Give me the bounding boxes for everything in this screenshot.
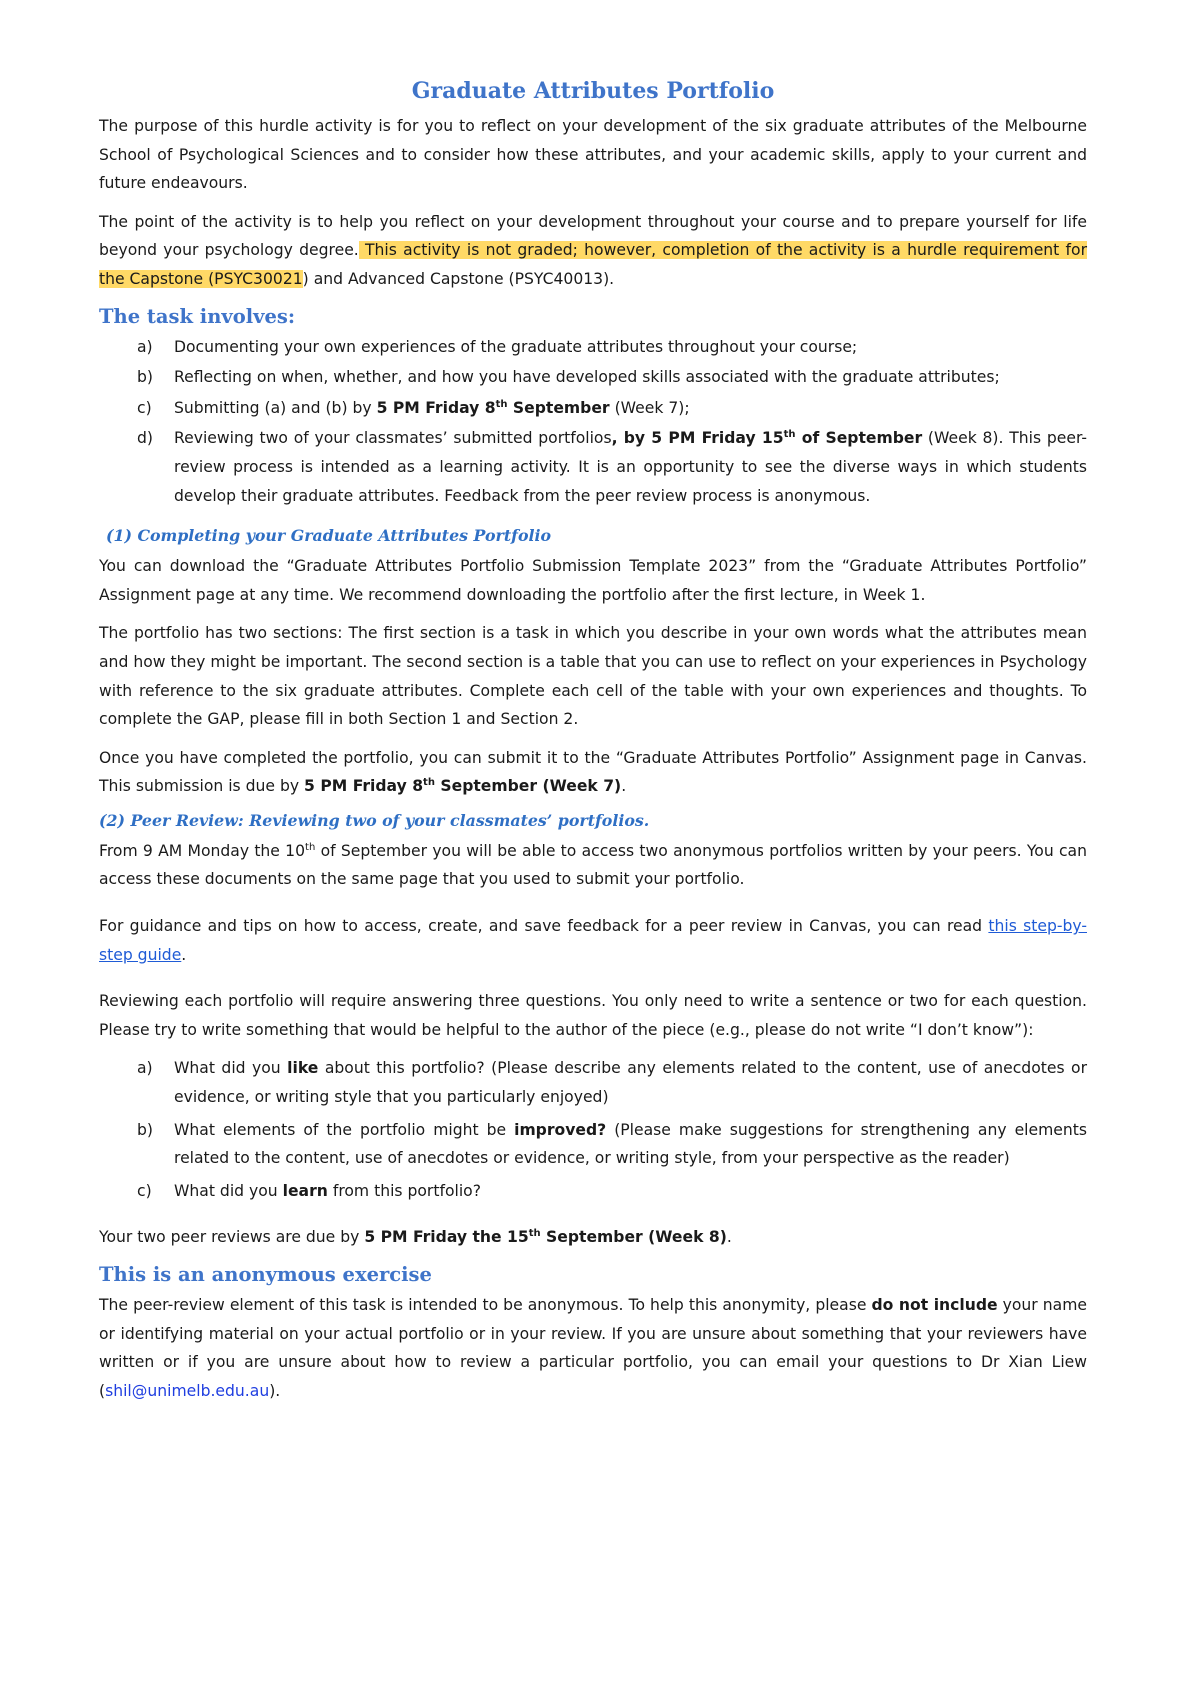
section-2-paragraph-1: [99, 837, 1087, 894]
paragraph-text: For guidance and tips on how to access, create, and save feedback for a peer review in Canvas, you can read: [99, 917, 989, 936]
list-marker: d): [137, 429, 153, 448]
question-tail: about this portfolio? (Please describe any elements related to the content, use of anecdotes or evidence, or writing style that you particularly enjoyed): [174, 1059, 1087, 1107]
list-marker: a): [137, 337, 153, 356]
task-item-tail: (Week 8). This peer-review process is intended as a learning activity. It is an opportunity to see the diverse ways in which students develop their graduate attributes. Feedback from the peer review process is anonymous.: [174, 429, 1087, 505]
task-item-text: Documenting your own experiences of the graduate attributes throughout your course;: [174, 337, 858, 356]
paragraph-text: Once you have completed the portfolio, you can submit it to the “Graduate Attributes Portfolio” Assignment page in Canvas. This submission is due by: [99, 748, 1087, 796]
deadline-date: , by 5 PM Friday 15: [611, 429, 784, 448]
submission-deadline: [304, 777, 621, 795]
step-by-step-guide-link[interactable]: this step-by-step guide: [99, 917, 1087, 964]
deadline-month: September: [507, 398, 610, 417]
contact-email-link[interactable]: shil@unimelb.edu.au: [105, 1381, 270, 1400]
deadline-date: 5 PM Friday the 15: [364, 1228, 529, 1247]
task-item-c: [99, 394, 1087, 423]
ordinal-suffix: th: [495, 398, 508, 410]
ordinal-suffix: th: [305, 841, 316, 853]
question-keyword: improved?: [514, 1120, 607, 1139]
do-not-include-emphasis: do not include: [871, 1296, 998, 1314]
question-keyword: learn: [282, 1181, 328, 1200]
ordinal-suffix: th: [783, 429, 796, 441]
question-tail: from this portfolio?: [327, 1181, 481, 1200]
section-2-heading: (2) Peer Review: Reviewing two of your classmates’ portfolios.: [99, 810, 650, 830]
anonymous-heading: This is an anonymous exercise: [99, 1263, 432, 1286]
section-1-paragraph-1: You can download the “Graduate Attributes Portfolio Submission Template 2023” from the “Graduate Attributes Portfolio” Assignment page at any time. We recommend downloading the portfolio after the first lecture, in Week 1.: [99, 557, 1087, 604]
peer-review-due-paragraph: [99, 1223, 1087, 1252]
deadline-month: September (Week 8): [540, 1228, 727, 1247]
deadline-month: of September: [795, 429, 923, 448]
task-item-d: [99, 424, 1087, 510]
task-item-tail: (Week 7);: [609, 398, 690, 417]
document-title: Graduate Attributes Portfolio: [411, 78, 775, 104]
section-1-paragraph-2: The portfolio has two sections: The first section is a task in which you describe in your own words what the attributes mean and how they might be important. The second section is a table that you can use to reflect on your experiences in Psychology with reference to the six graduate attributes. Complete each cell of the table with your own experiences and thoughts. To complete the GAP, please fill in both Section 1 and Section 2.: [99, 624, 1087, 729]
intro-paragraph-2: [99, 208, 1087, 294]
intro-p2-end: ) and Advanced Capstone (PSYC40013).: [302, 269, 615, 288]
paragraph-tail: ).: [269, 1381, 281, 1400]
paragraph-tail: .: [726, 1228, 732, 1247]
review-deadline: [612, 429, 923, 447]
paragraph-tail: of September you will be able to access two anonymous portfolios written by your peers. You can access these documents on the same page that you used to submit your portfolio.: [99, 841, 1087, 889]
intro-paragraph-1: The purpose of this hurdle activity is for you to reflect on your development of the six graduate attributes of the Melbourne School of Psychological Sciences and to consider how these attributes, and your academic skills, apply to your current and future endeavours.: [99, 117, 1087, 193]
question-keyword: like: [287, 1059, 319, 1078]
section-1-paragraph-3: [99, 744, 1087, 801]
section-2-paragraph-3: Reviewing each portfolio will require answering three questions. You only need to write a sentence or two for each question. Please try to write something that would be helpful to the author of the piece (e.g., please do not write “I don’t know”):: [99, 992, 1087, 1039]
list-marker: b): [137, 368, 153, 387]
paragraph-tail: .: [621, 777, 627, 796]
hurdle-requirement-highlight: This activity is not graded; however, completion of the activity is a hurdle requirement for the Capstone (PSYC30021: [99, 241, 1087, 288]
section-2-paragraph-2: [99, 912, 1087, 969]
section-1-heading: (1) Completing your Graduate Attributes Portfolio: [106, 526, 552, 546]
list-marker: c): [137, 398, 152, 417]
review-question-a: [99, 1054, 1087, 1111]
question-tail: (Please make suggestions for strengthening any elements related to the content, use of anecdotes or evidence, or writing style, from your perspective as the reader): [174, 1120, 1087, 1168]
paragraph-text: The peer-review element of this task is intended to be anonymous. To help this anonymity, please: [99, 1296, 872, 1314]
paragraph-text-continued: your name or identifying material on your actual portfolio or in your review. If you are unsure about something that your reviewers have written or if you are unsure about how to review a particular portfolio, you can email your questions to Dr Xian Liew (: [99, 1296, 1087, 1400]
question-text: What did you: [174, 1059, 288, 1078]
paragraph-tail: .: [181, 945, 187, 964]
list-marker: c): [137, 1181, 152, 1200]
deadline-date: 5 PM Friday 8: [304, 777, 424, 796]
intro-p2-start: The point of the activity is to help you reflect on your development throughout your course and to prepare yourself for life beyond your psychology degree.: [99, 212, 1087, 260]
review-question-c: [99, 1177, 1087, 1206]
deadline-date: 5 PM Friday 8: [376, 398, 496, 417]
task-item-text: Reflecting on when, whether, and how you have developed skills associated with the graduate attributes;: [174, 368, 1000, 387]
ordinal-suffix: th: [423, 777, 435, 789]
deadline-month: September (Week 7): [434, 777, 622, 796]
list-marker: b): [137, 1120, 153, 1139]
task-item-text: Reviewing two of your classmates’ submitted portfolios: [174, 429, 612, 448]
question-text: What elements of the portfolio might be: [174, 1120, 515, 1139]
review-deadline: [364, 1228, 727, 1246]
task-item-text: Submitting (a) and (b) by: [174, 398, 377, 417]
paragraph-text: From 9 AM Monday the 10: [99, 841, 306, 860]
review-questions-list: [99, 1054, 1087, 1205]
review-question-b: [99, 1116, 1087, 1173]
question-text: What did you: [174, 1181, 283, 1200]
task-item-b: [99, 363, 1087, 392]
task-heading: The task involves:: [99, 304, 296, 328]
paragraph-text: Your two peer reviews are due by: [99, 1228, 365, 1247]
submission-deadline: [377, 399, 610, 417]
task-list: [99, 333, 1087, 511]
anonymous-paragraph: [99, 1291, 1087, 1405]
task-item-a: [99, 333, 1087, 362]
list-marker: a): [137, 1059, 153, 1078]
ordinal-suffix: th: [528, 1228, 541, 1240]
